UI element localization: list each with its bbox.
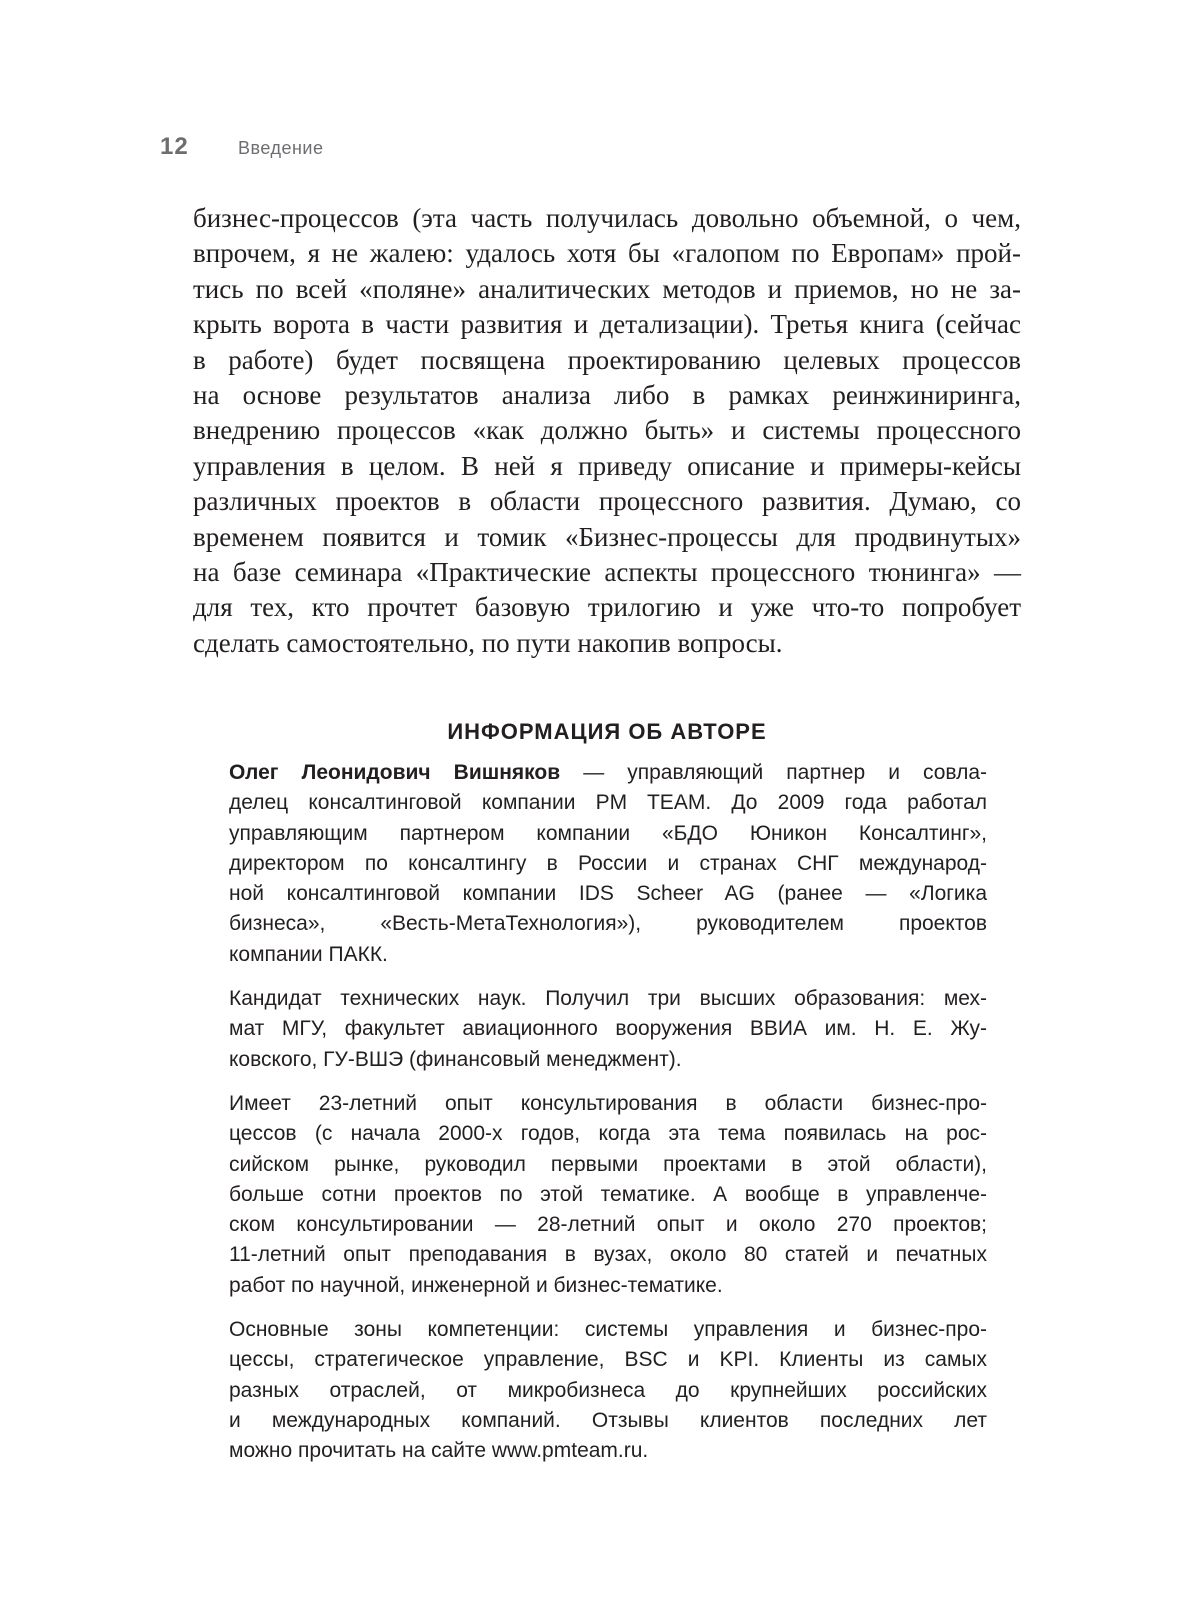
text-line: можно прочитать на сайте www.pmteam.ru. — [229, 1439, 649, 1463]
intro-paragraph — [193, 201, 1021, 661]
text-line: внедрению процессов «как должно быть» и системы процессного — [193, 415, 1021, 446]
text-line: управляющим партнером компании «БДО Юникон Консалтинг», — [229, 821, 987, 845]
text-line: ной консалтинговой компании IDS Scheer AG (ранее — «Логика — [229, 882, 987, 906]
text-line: работ по научной, инженерной и бизнес-тематике. — [229, 1273, 723, 1297]
text-line: в работе) будет посвящена проектированию целевых процессов — [193, 344, 1021, 375]
text-line: сделать самостоятельно, по пути накопив вопросы. — [193, 627, 783, 658]
experience-paragraph — [229, 1089, 987, 1301]
about-author-heading: ИНФОРМАЦИЯ ОБ АВТОРЕ — [447, 719, 767, 744]
text-line: ском консультировании — 28-летний опыт и около 270 проектов; — [229, 1213, 987, 1237]
text-line: компании ПАКК. — [229, 942, 388, 966]
text-line: цессы, стратегическое управление, BSC и KPI. Клиенты из самых — [229, 1348, 987, 1372]
text-line: впрочем, я не жалею: удалось хотя бы «галопом по Европам» прой- — [193, 238, 1021, 269]
about-author-body — [229, 758, 987, 1481]
text-line: крыть ворота в части развития и детализации). Третья книга (сейчас — [193, 309, 1021, 340]
text-line: и международных компаний. Отзывы клиентов последних лет — [229, 1408, 987, 1432]
text-line: цессов (с начала 2000-х годов, когда эта тема появилась на рос- — [229, 1122, 987, 1146]
text-line: на базе семинара «Практические аспекты процессного тюнинга» — — [193, 557, 1021, 588]
text-line: Кандидат технических наук. Получил три высших образования: мех- — [229, 987, 987, 1011]
competence-paragraph — [229, 1315, 987, 1466]
text-line: Имеет 23-летний опыт консультирования в области бизнес-про- — [229, 1091, 987, 1115]
section-title: Введение — [238, 138, 324, 158]
page-number: 12 — [160, 133, 189, 160]
text-line: Основные зоны компетенции: системы управления и бизнес-про- — [229, 1318, 987, 1342]
running-head — [160, 133, 324, 167]
author-bio-paragraph — [229, 758, 987, 970]
author-role: — управляющий партнер и совла- — [560, 761, 987, 784]
text-line: различных проектов в области процессного развития. Думаю, со — [193, 486, 1021, 517]
text-line: разных отраслей, от микробизнеса до крупнейших российских — [229, 1378, 987, 1402]
text-line: ковского, ГУ-ВШЭ (финансовый менеджмент). — [229, 1047, 682, 1071]
education-paragraph — [229, 984, 987, 1075]
text-line — [229, 758, 987, 788]
text-line: мат МГУ, факультет авиационного вооружения ВВИА им. Н. Е. Жу- — [229, 1017, 987, 1041]
text-line: управления в целом. В ней я приведу описание и примеры-кейсы — [193, 450, 1021, 481]
text-line: делец консалтинговой компании PM TEAM. До 2009 года работал — [229, 791, 987, 815]
text-line: бизнеса», «Весть-МетаТехнология»), руководителем проектов — [229, 912, 987, 936]
text-line: бизнес-процессов (эта часть получилась довольно объемной, о чем, — [193, 203, 1021, 233]
text-line: на основе результатов анализа либо в рамках реинжиниринга, — [193, 380, 1021, 411]
text-line: временем появится и томик «Бизнес-процессы для продвинутых» — [193, 521, 1021, 552]
text-line: сийском рынке, руководил первыми проектами в этой области), — [229, 1152, 987, 1176]
text-line: 11-летний опыт преподавания в вузах, около 80 статей и печатных — [229, 1243, 987, 1267]
text-line: больше сотни проектов по этой тематике. А вообще в управленче- — [229, 1182, 987, 1206]
text-line: директором по консалтингу в России и странах СНГ международ- — [229, 851, 987, 875]
text-line: для тех, кто прочтет базовую трилогию и уже что-то попробует — [193, 592, 1021, 623]
author-name: Олег Леонидович Вишняков — [229, 761, 561, 784]
text-line: тись по всей «поляне» аналитических методов и приемов, но не за- — [193, 273, 1021, 304]
